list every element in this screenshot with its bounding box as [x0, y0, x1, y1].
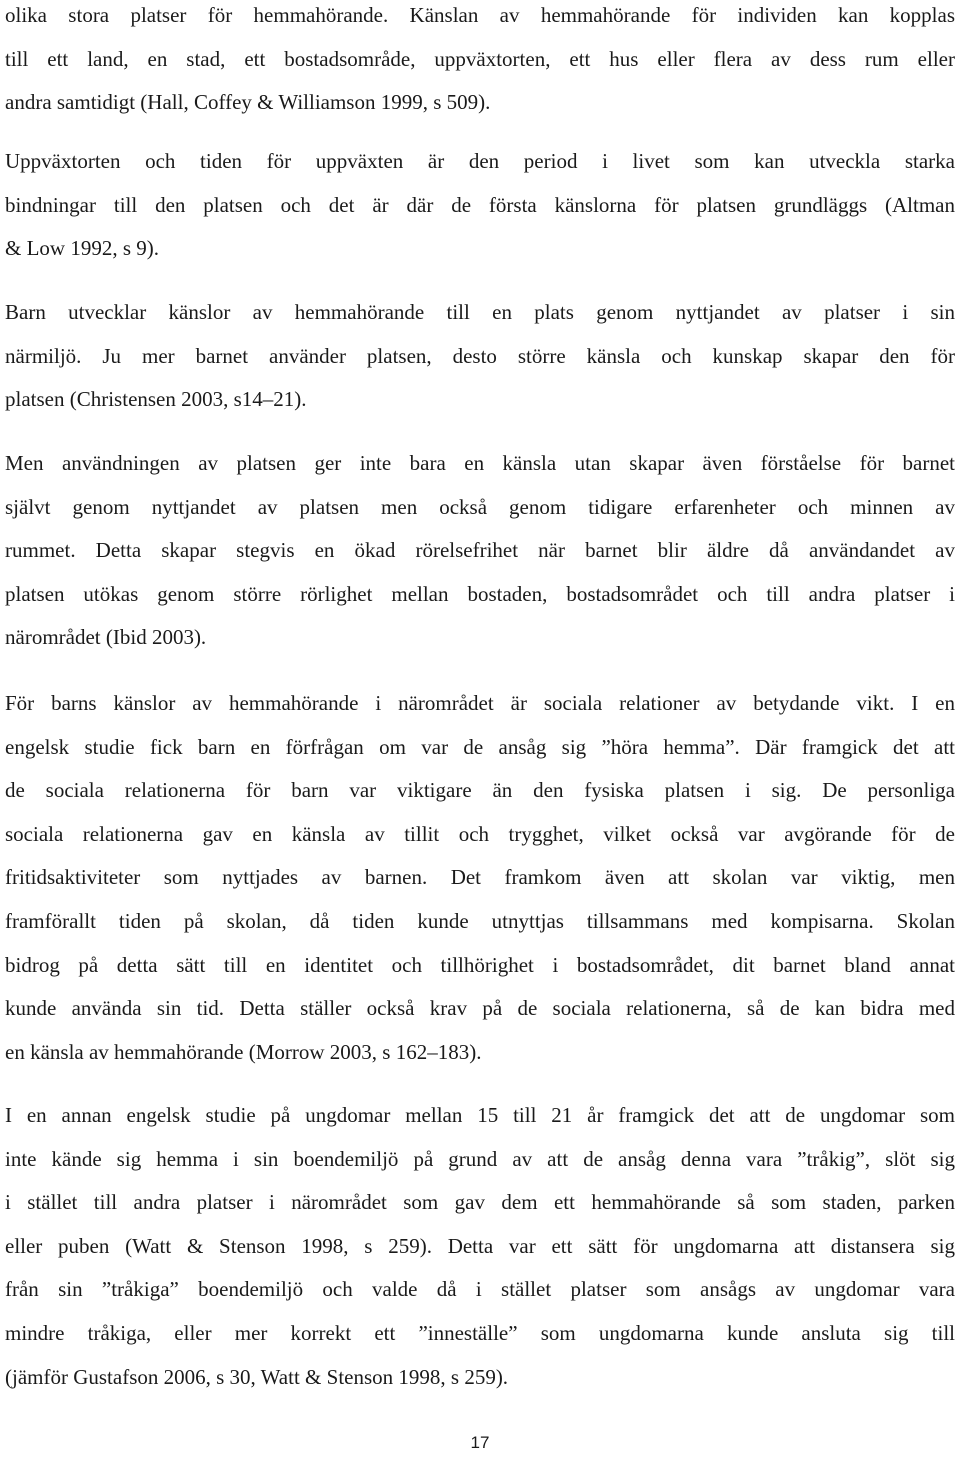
paragraph-line: inte kände sig hemma i sin boendemiljö på grund av att de ansåg denna vara ”tråkig”, slöt sig — [5, 1146, 955, 1171]
paragraph-2 — [5, 140, 955, 271]
paragraph-line: närområdet (Ibid 2003). — [5, 625, 207, 650]
paragraph-line: Barn utvecklar känslor av hemmahörande till en plats genom nyttjandet av platser i sin — [5, 300, 955, 324]
paragraph-line: I en annan engelsk studie på ungdomar mellan 15 till 21 år framgick det att de ungdomar som — [5, 1103, 955, 1127]
paragraph-line: fritidsaktiviteter som nyttjades av barnen. Det framkom även att skolan var viktig, men — [5, 865, 955, 890]
paragraph-line: bindningar till den platsen och det är där de första känslorna för platsen grundläggs (Altman — [5, 192, 955, 217]
paragraph-line: För barns känslor av hemmahörande i närområdet är sociala relationer av betydande vikt. I en — [5, 691, 955, 715]
paragraph-line: Uppväxtorten och tiden för uppväxten är den period i livet som kan utveckla starka — [5, 149, 955, 173]
paragraph-line: bidrog på detta sätt till en identitet och tillhörighet i bostadsområdet, dit barnet bland annat — [5, 952, 955, 977]
paragraph-1 — [5, 0, 955, 125]
paragraph-line: & Low 1992, s 9). — [5, 236, 159, 261]
paragraph-line: engelsk studie fick barn en förfrågan om var de ansåg sig ”höra hemma”. Där framgick det att — [5, 734, 955, 759]
paragraph-line: (jämför Gustafson 2006, s 30, Watt & Stenson 1998, s 259). — [5, 1364, 509, 1389]
paragraph-line: självt genom nyttjandet av platsen men också genom tidigare erfarenheter och minnen av — [5, 494, 955, 519]
paragraph-line: från sin ”tråkiga” boendemiljö och valde då i stället platser som ansågs av ungdomar vara — [5, 1277, 955, 1302]
paragraph-line: sociala relationerna gav en känsla av tillit och trygghet, vilket också var avgörande för de — [5, 821, 955, 846]
paragraph-line: Men användningen av platsen ger inte bara en känsla utan skapar även förståelse för barnet — [5, 451, 955, 475]
paragraph-5 — [5, 682, 955, 1074]
paragraph-line: mindre tråkiga, eller mer korrekt ett ”inneställe” som ungdomarna kunde ansluta sig till — [5, 1320, 955, 1345]
paragraph-line: de sociala relationerna för barn var viktigare än den fysiska platsen i sig. De personliga — [5, 778, 955, 803]
paragraph-line: en känsla av hemmahörande (Morrow 2003, s 162–183). — [5, 1039, 482, 1064]
paragraph-3 — [5, 291, 955, 422]
paragraph-line: i stället till andra platser i närområdet som gav dem ett hemmahörande så som staden, parken — [5, 1190, 955, 1215]
paragraph-line: andra samtidigt (Hall, Coffey & Williamson 1999, s 509). — [5, 90, 491, 115]
paragraph-line: rummet. Detta skapar stegvis en ökad rörelsefrihet när barnet blir äldre då användandet av — [5, 538, 955, 563]
paragraph-4 — [5, 442, 955, 660]
paragraph-line: till ett land, en stad, ett bostadsområde, uppväxtorten, ett hus eller flera av dess rum eller — [5, 46, 955, 71]
paragraph-line: platsen (Christensen 2003, s14–21). — [5, 387, 307, 412]
paragraph-line: eller puben (Watt & Stenson 1998, s 259). Detta var ett sätt för ungdomarna att distansera sig — [5, 1233, 955, 1258]
paragraph-line: kunde använda sin tid. Detta ställer också krav på de sociala relationerna, så de kan bidra med — [5, 996, 955, 1021]
paragraph-line: närmiljö. Ju mer barnet använder platsen, desto större känsla och kunskap skapar den för — [5, 343, 955, 368]
paragraph-line: framförallt tiden på skolan, då tiden kunde utnyttjas tillsammans med kompisarna. Skolan — [5, 908, 955, 933]
page-number: 17 — [470, 1433, 490, 1452]
paragraph-line: olika stora platser för hemmahörande. Känslan av hemmahörande för individen kan kopplas — [5, 3, 955, 27]
paragraph-6 — [5, 1094, 955, 1399]
paragraph-line: platsen utökas genom större rörlighet mellan bostaden, bostadsområdet och till andra platser i — [5, 581, 955, 606]
